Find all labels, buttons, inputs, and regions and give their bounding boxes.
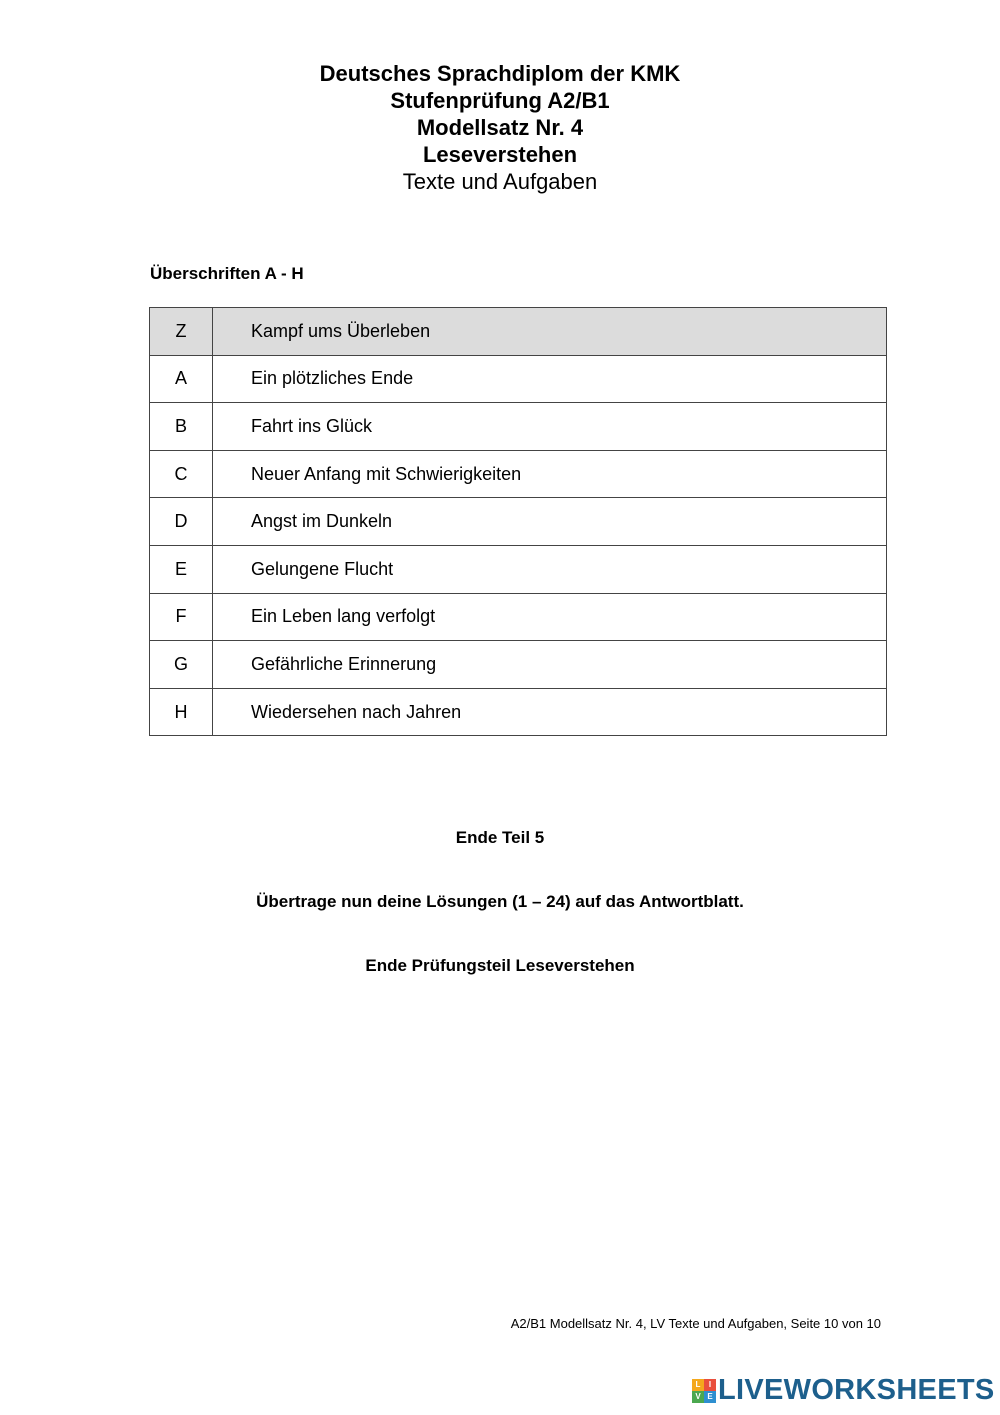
- heading-letter: H: [150, 688, 213, 736]
- end-section-text: Ende Prüfungsteil Leseverstehen: [365, 956, 635, 975]
- liveworksheets-brand[interactable]: [692, 1374, 995, 1407]
- table-row: [150, 403, 887, 451]
- table-row: [150, 593, 887, 641]
- instruction-text: Übertrage nun deine Lösungen (1 – 24) auf das Antwortblatt.: [256, 892, 744, 911]
- heading-text: Wiedersehen nach Jahren: [213, 688, 887, 736]
- table-row: [150, 688, 887, 736]
- title-line-5: Texte und Aufgaben: [402, 169, 598, 194]
- title-line-4: Leseverstehen: [422, 142, 578, 167]
- title-line-1: Deutsches Sprachdiplom der KMK: [319, 61, 681, 86]
- heading-letter: A: [150, 355, 213, 403]
- section-title: Überschriften A - H: [150, 264, 304, 283]
- headings-table: [149, 307, 887, 736]
- end-part-text: Ende Teil 5: [455, 828, 545, 847]
- table-row: [150, 308, 887, 356]
- heading-letter: C: [150, 450, 213, 498]
- heading-text: Fahrt ins Glück: [213, 403, 887, 451]
- table-row: [150, 355, 887, 403]
- heading-text: Kampf ums Überleben: [213, 308, 887, 356]
- heading-letter: Z: [150, 308, 213, 356]
- liveworksheets-logo-icon: [692, 1379, 716, 1403]
- logo-square-v: V: [692, 1391, 704, 1403]
- page-footer: A2/B1 Modellsatz Nr. 4, LV Texte und Aufgaben, Seite 10 von 10: [510, 1316, 881, 1331]
- brand-name: LIVEWORKSHEETS: [718, 1374, 995, 1406]
- title-line-3: Modellsatz Nr. 4: [416, 115, 584, 140]
- heading-letter: G: [150, 641, 213, 689]
- table-row: [150, 450, 887, 498]
- heading-letter: B: [150, 403, 213, 451]
- table-row: [150, 498, 887, 546]
- logo-square-l: L: [692, 1379, 704, 1391]
- heading-letter: E: [150, 545, 213, 593]
- heading-text: Neuer Anfang mit Schwierigkeiten: [213, 450, 887, 498]
- heading-text: Ein plötzliches Ende: [213, 355, 887, 403]
- heading-text: Ein Leben lang verfolgt: [213, 593, 887, 641]
- table-row: [150, 641, 887, 689]
- heading-text: Gefährliche Erinnerung: [213, 641, 887, 689]
- heading-text: Angst im Dunkeln: [213, 498, 887, 546]
- heading-letter: D: [150, 498, 213, 546]
- logo-square-i: I: [704, 1379, 716, 1391]
- heading-letter: F: [150, 593, 213, 641]
- logo-square-e: E: [704, 1391, 716, 1403]
- heading-text: Gelungene Flucht: [213, 545, 887, 593]
- table-row: [150, 545, 887, 593]
- document-header: [0, 60, 1000, 195]
- title-line-2: Stufenprüfung A2/B1: [390, 88, 610, 113]
